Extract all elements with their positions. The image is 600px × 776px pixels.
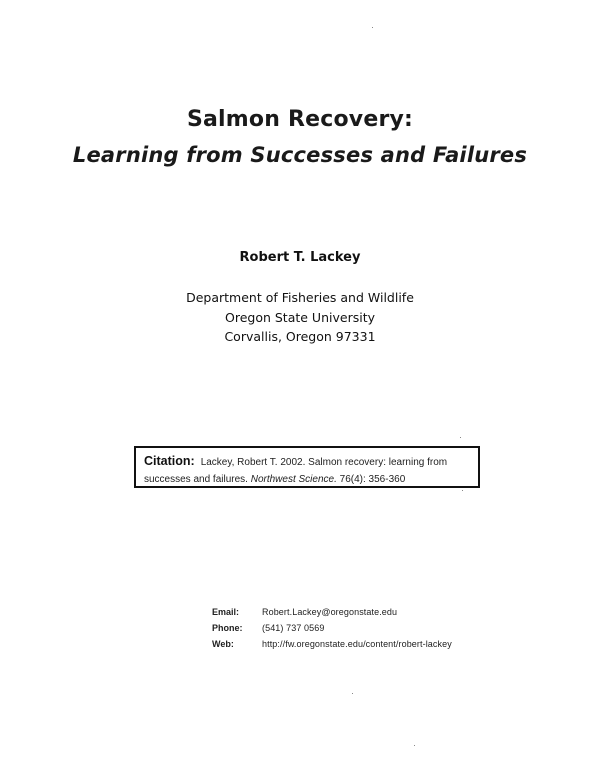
citation-box xyxy=(134,446,480,488)
citation-text-1: Lackey, Robert T. 2002. Salmon recovery: learning from xyxy=(200,457,448,468)
affiliation-department: Department of Fisheries and Wildlife xyxy=(186,290,414,305)
affiliation-location: Corvallis, Oregon 97331 xyxy=(224,329,376,344)
scan-speck xyxy=(462,490,463,491)
scan-speck xyxy=(372,27,373,28)
citation-line-2 xyxy=(144,471,478,488)
email-value: Robert.Lackey@oregonstate.edu xyxy=(262,607,398,617)
scan-speck xyxy=(352,693,353,694)
author-name: Robert T. Lackey xyxy=(239,250,361,265)
web-value: http://fw.oregonstate.edu/content/robert-lackey xyxy=(262,639,452,649)
document-subtitle: Learning from Successes and Failures xyxy=(72,143,528,167)
phone-label: Phone: xyxy=(212,623,243,633)
contact-email-row xyxy=(212,604,452,620)
citation-label: Citation: xyxy=(144,454,195,468)
web-label: Web: xyxy=(212,639,234,649)
contact-phone-row xyxy=(212,620,452,636)
citation-journal: Northwest Science. xyxy=(250,474,337,485)
scan-speck xyxy=(414,745,415,746)
affiliation-university: Oregon State University xyxy=(225,309,375,325)
affiliation-block xyxy=(0,288,600,347)
phone-value: (541) 737 0569 xyxy=(262,623,325,633)
scan-speck xyxy=(460,437,461,438)
contact-web-row xyxy=(212,636,452,652)
citation-volume: 76(4): 356-360 xyxy=(336,474,406,485)
contact-block xyxy=(212,604,452,652)
email-label: Email: xyxy=(212,607,240,617)
document-title: Salmon Recovery: xyxy=(186,107,414,132)
citation-line-1 xyxy=(144,453,478,471)
citation-text-2: successes and failures. xyxy=(144,474,251,485)
